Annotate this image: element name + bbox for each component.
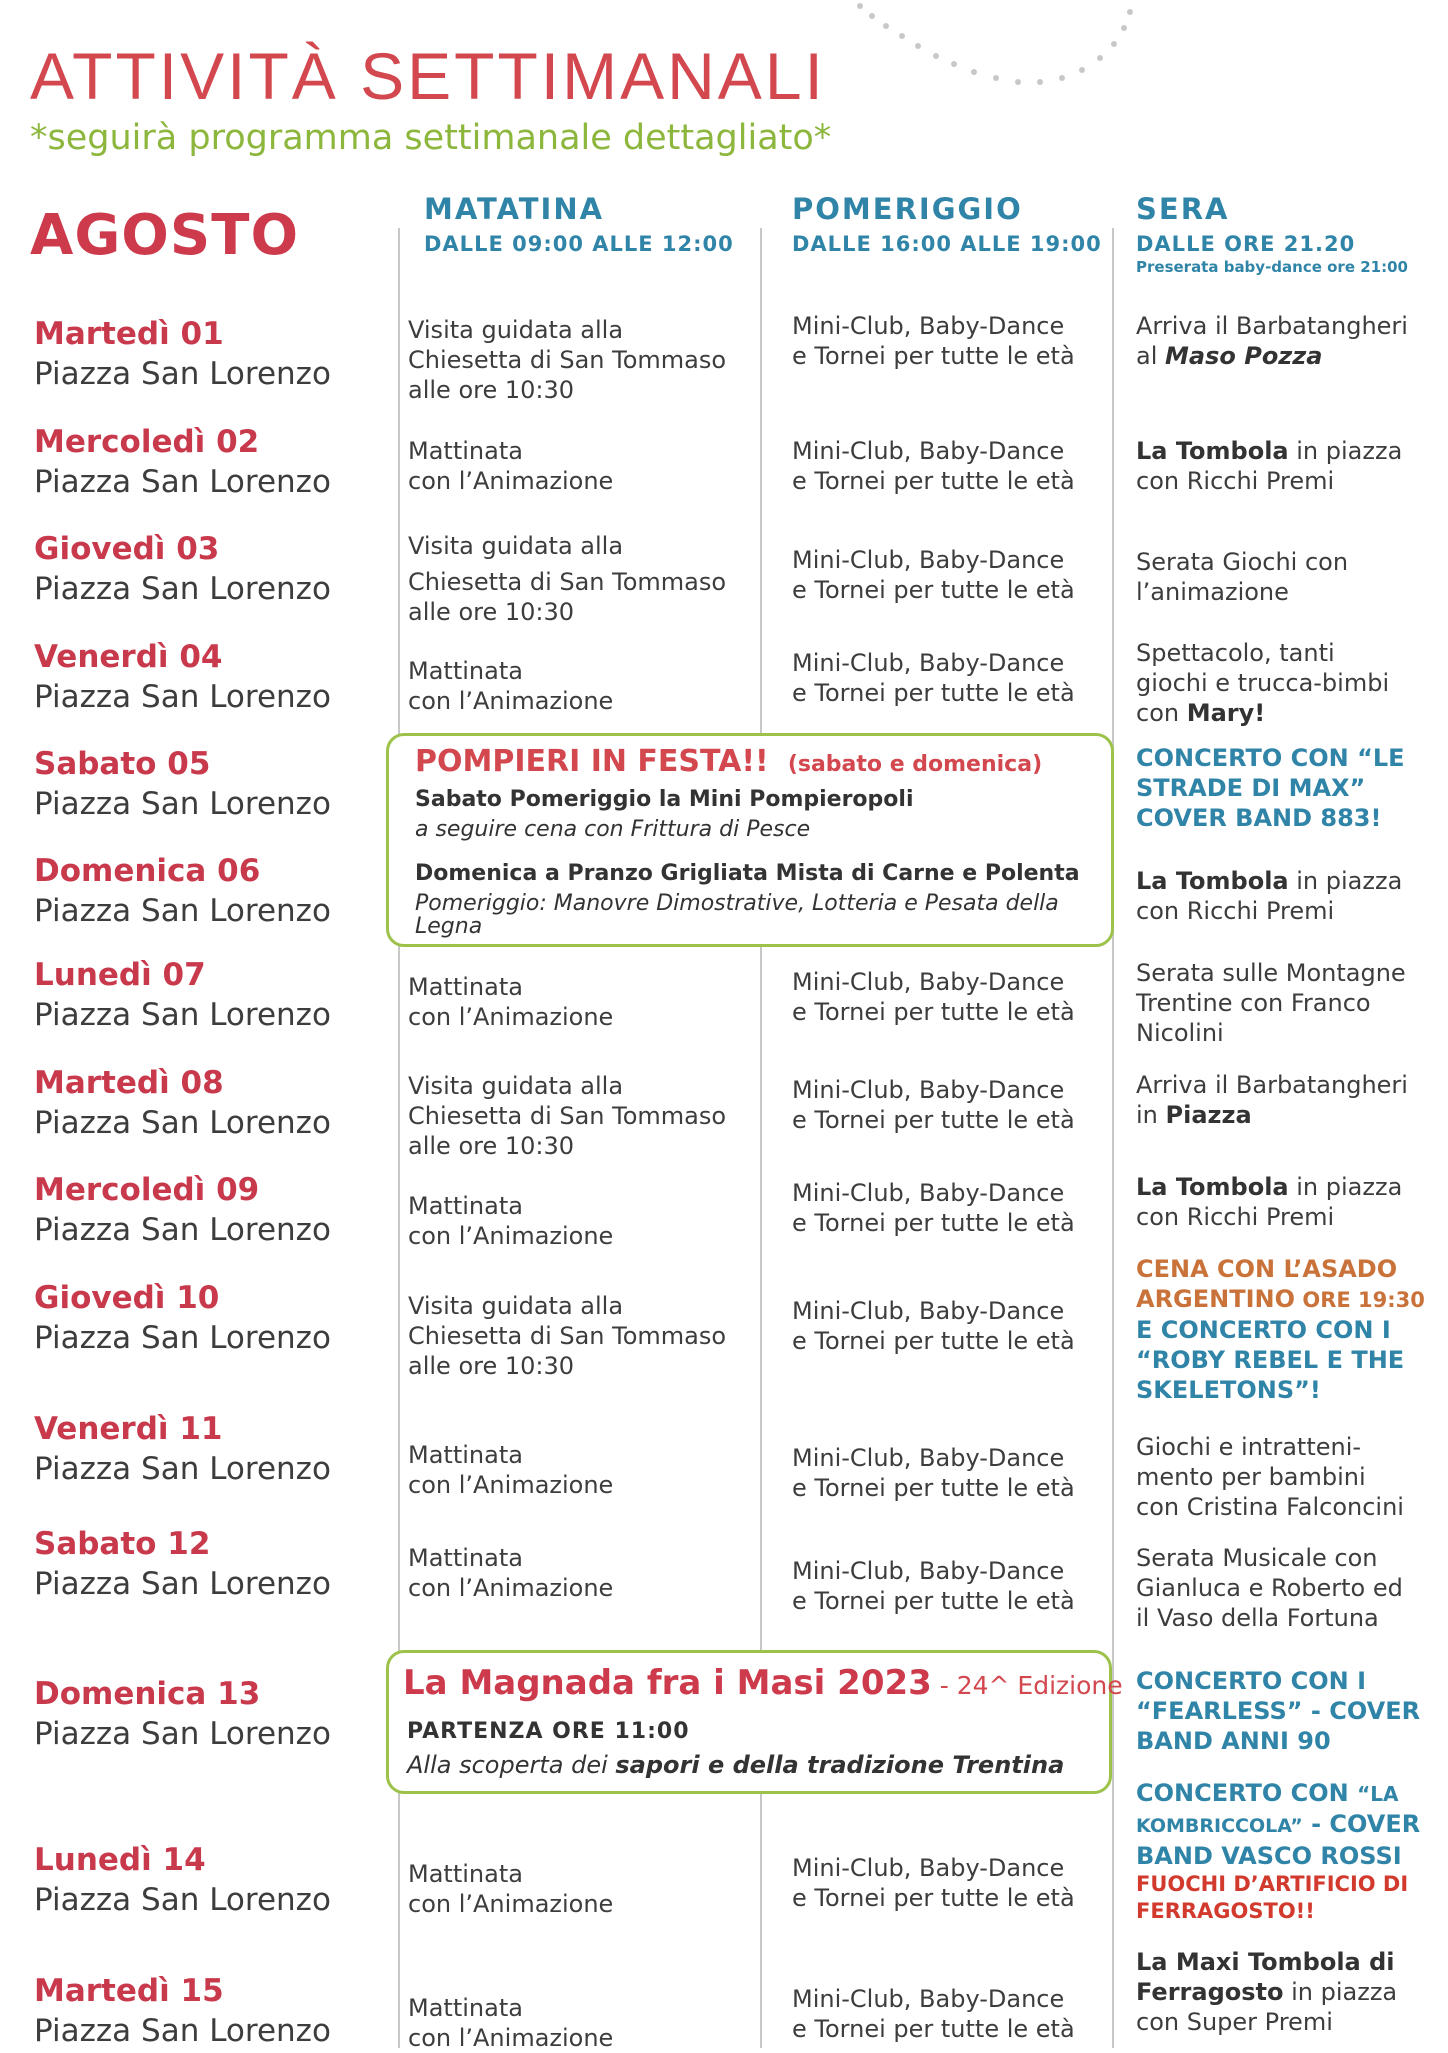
day-label: Venerdì 04: [34, 639, 223, 675]
day-label: Giovedì 03: [34, 531, 220, 567]
day-label: Mercoledì 02: [34, 424, 260, 460]
morning-activity: Mattinata con l’Animazione: [408, 1860, 614, 1918]
page-title: ATTIVITÀ SETTIMANALI: [30, 39, 826, 113]
day-label: Sabato 05: [34, 746, 211, 782]
afternoon-activity: Mini-Club, Baby-Dance e Tornei per tutte le età: [792, 1557, 1075, 1615]
place-label: Piazza San Lorenzo: [34, 2013, 331, 2049]
pompieri-line: Sabato Pomeriggio la Mini Pompieropoli: [415, 787, 914, 812]
evening-activity: Serata Giochi con l’animazione: [1136, 548, 1349, 606]
month-heading: AGOSTO: [30, 203, 300, 268]
place-label: Piazza San Lorenzo: [34, 1451, 331, 1487]
morning-activity: Mattinata con l’Animazione: [408, 1544, 614, 1602]
morning-activity: Mattinata con l’Animazione: [408, 1441, 614, 1499]
evening-activity: La Tombola in piazza con Ricchi Premi: [1136, 867, 1403, 925]
evening-activity: Arriva il Barbatangheri al Maso Pozza: [1136, 312, 1408, 370]
pompieri-line: Legna: [415, 914, 483, 939]
evening-activity: Spettacolo, tanti giochi e trucca-bimbi con Mary!: [1136, 639, 1390, 727]
place-label: Piazza San Lorenzo: [34, 1566, 331, 1602]
magnada-desc: Alla scoperta dei sapori e della tradizione Trentina: [407, 1751, 1065, 1779]
morning-activity: Visita guidata alla Chiesetta di San Tommaso alle ore 10:30: [408, 1072, 727, 1160]
place-label: Piazza San Lorenzo: [34, 893, 331, 929]
pompieri-line: Pomeriggio: Manovre Dimostrative, Lotteria e Pesata della: [415, 891, 1059, 916]
day-label: Sabato 12: [34, 1526, 211, 1562]
afternoon-activity: Mini-Club, Baby-Dance e Tornei per tutte le età: [792, 649, 1075, 707]
morning-activity: Visita guidata alla Chiesetta di San Tommaso alle ore 10:30: [408, 1292, 727, 1380]
afternoon-activity: Mini-Club, Baby-Dance e Tornei per tutte le età: [792, 312, 1075, 370]
place-label: Piazza San Lorenzo: [34, 464, 331, 500]
place-label: Piazza San Lorenzo: [34, 997, 331, 1033]
evening-activity: Giochi e intratteni- mento per bambini con Cristina Falconcini: [1136, 1433, 1404, 1521]
evening-activity: Arriva il Barbatangheri in Piazza: [1136, 1071, 1408, 1129]
decorative-dots: [850, 0, 1170, 100]
day-label: Lunedì 14: [34, 1842, 206, 1878]
evening-activity: La Tombola in piazza con Ricchi Premi: [1136, 437, 1403, 495]
place-label: Piazza San Lorenzo: [34, 1320, 331, 1356]
afternoon-activity: Mini-Club, Baby-Dance e Tornei per tutte le età: [792, 1297, 1075, 1355]
col-afternoon-time: DALLE 16:00 ALLE 19:00: [792, 232, 1102, 256]
morning-activity: Mattinata con l’Animazione: [408, 973, 614, 1031]
day-label: Venerdì 11: [34, 1411, 223, 1447]
evening-concert: CONCERTO CON “LA KOMBRICCOLA” - COVER BAND VASCO ROSSI FUOCHI D’ARTIFICIO DI FERRAGOSTO!!: [1136, 1779, 1421, 1923]
morning-activity: Mattinata con l’Animazione: [408, 657, 614, 715]
evening-concert: CONCERTO CON I “FEARLESS” - COVER BAND ANNI 90: [1136, 1667, 1421, 1755]
day-label: Mercoledì 09: [34, 1172, 260, 1208]
afternoon-activity: Mini-Club, Baby-Dance e Tornei per tutte le età: [792, 1444, 1075, 1502]
day-label: Domenica 06: [34, 853, 261, 889]
place-label: Piazza San Lorenzo: [34, 1105, 331, 1141]
pompieri-line: a seguire cena con Frittura di Pesce: [415, 817, 811, 842]
magnada-heading: La Magnada fra i Masi 2023 - 24^ Edizione: [403, 1663, 1123, 1703]
place-label: Piazza San Lorenzo: [34, 786, 331, 822]
page-subtitle: *seguirà programma settimanale dettagliato*: [30, 118, 832, 158]
place-label: Piazza San Lorenzo: [34, 356, 331, 392]
magnada-start: PARTENZA ORE 11:00: [407, 1719, 690, 1744]
place-label: Piazza San Lorenzo: [34, 1212, 331, 1248]
col-evening-time: DALLE ORE 21.20: [1136, 232, 1356, 256]
evening-activity: Serata sulle Montagne Trentine con Franco Nicolini: [1136, 959, 1406, 1047]
place-label: Piazza San Lorenzo: [34, 1882, 331, 1918]
afternoon-activity: Mini-Club, Baby-Dance e Tornei per tutte le età: [792, 546, 1075, 604]
evening-activity: La Maxi Tombola di Ferragosto in piazza con Super Premi: [1136, 1948, 1398, 2036]
column-divider: [1112, 228, 1114, 2048]
evening-concert: CENA CON L’ASADO ARGENTINO ORE 19:30 E CONCERTO CON I “ROBY REBEL E THE SKELETONS”!: [1136, 1255, 1425, 1404]
day-label: Martedì 01: [34, 316, 224, 352]
day-label: Lunedì 07: [34, 957, 206, 993]
col-evening-note: Preserata baby-dance ore 21:00: [1136, 258, 1408, 276]
place-label: Piazza San Lorenzo: [34, 679, 331, 715]
day-label: Giovedì 10: [34, 1280, 220, 1316]
afternoon-activity: Mini-Club, Baby-Dance e Tornei per tutte le età: [792, 1179, 1075, 1237]
morning-activity: Mattinata con l’Animazione: [408, 1192, 614, 1250]
afternoon-activity: Mini-Club, Baby-Dance e Tornei per tutte le età: [792, 1076, 1075, 1134]
afternoon-activity: Mini-Club, Baby-Dance e Tornei per tutte le età: [792, 1985, 1075, 2043]
col-afternoon-title: POMERIGGIO: [792, 192, 1023, 226]
morning-activity: Mattinata con l’Animazione: [408, 437, 614, 495]
pompieri-event-box: [386, 733, 1114, 947]
place-label: Piazza San Lorenzo: [34, 1716, 331, 1752]
evening-concert: CONCERTO CON “LE STRADE DI MAX” COVER BAND 883!: [1136, 744, 1405, 832]
evening-activity: Serata Musicale con Gianluca e Roberto ed il Vaso della Fortuna: [1136, 1544, 1403, 1632]
col-morning-title: MATATINA: [424, 192, 605, 226]
day-label: Martedì 15: [34, 1973, 224, 2009]
place-label: Piazza San Lorenzo: [34, 571, 331, 607]
morning-activity: Visita guidata alla Chiesetta di San Tommaso alle ore 10:30: [408, 316, 727, 404]
morning-activity: Visita guidata alla Chiesetta di San Tommaso alle ore 10:30: [408, 532, 727, 626]
afternoon-activity: Mini-Club, Baby-Dance e Tornei per tutte le età: [792, 968, 1075, 1026]
day-label: Domenica 13: [34, 1676, 261, 1712]
col-morning-time: DALLE 09:00 ALLE 12:00: [424, 232, 734, 256]
afternoon-activity: Mini-Club, Baby-Dance e Tornei per tutte le età: [792, 1854, 1075, 1912]
afternoon-activity: Mini-Club, Baby-Dance e Tornei per tutte le età: [792, 437, 1075, 495]
col-evening-title: SERA: [1136, 192, 1230, 226]
evening-activity: La Tombola in piazza con Ricchi Premi: [1136, 1173, 1403, 1231]
pompieri-heading: POMPIERI IN FESTA!! (sabato e domenica): [415, 744, 1043, 779]
magnada-event-box: [386, 1650, 1123, 1794]
pompieri-line: Domenica a Pranzo Grigliata Mista di Carne e Polenta: [415, 861, 1080, 886]
day-label: Martedì 08: [34, 1065, 224, 1101]
morning-activity: Mattinata con l’Animazione: [408, 1994, 614, 2052]
